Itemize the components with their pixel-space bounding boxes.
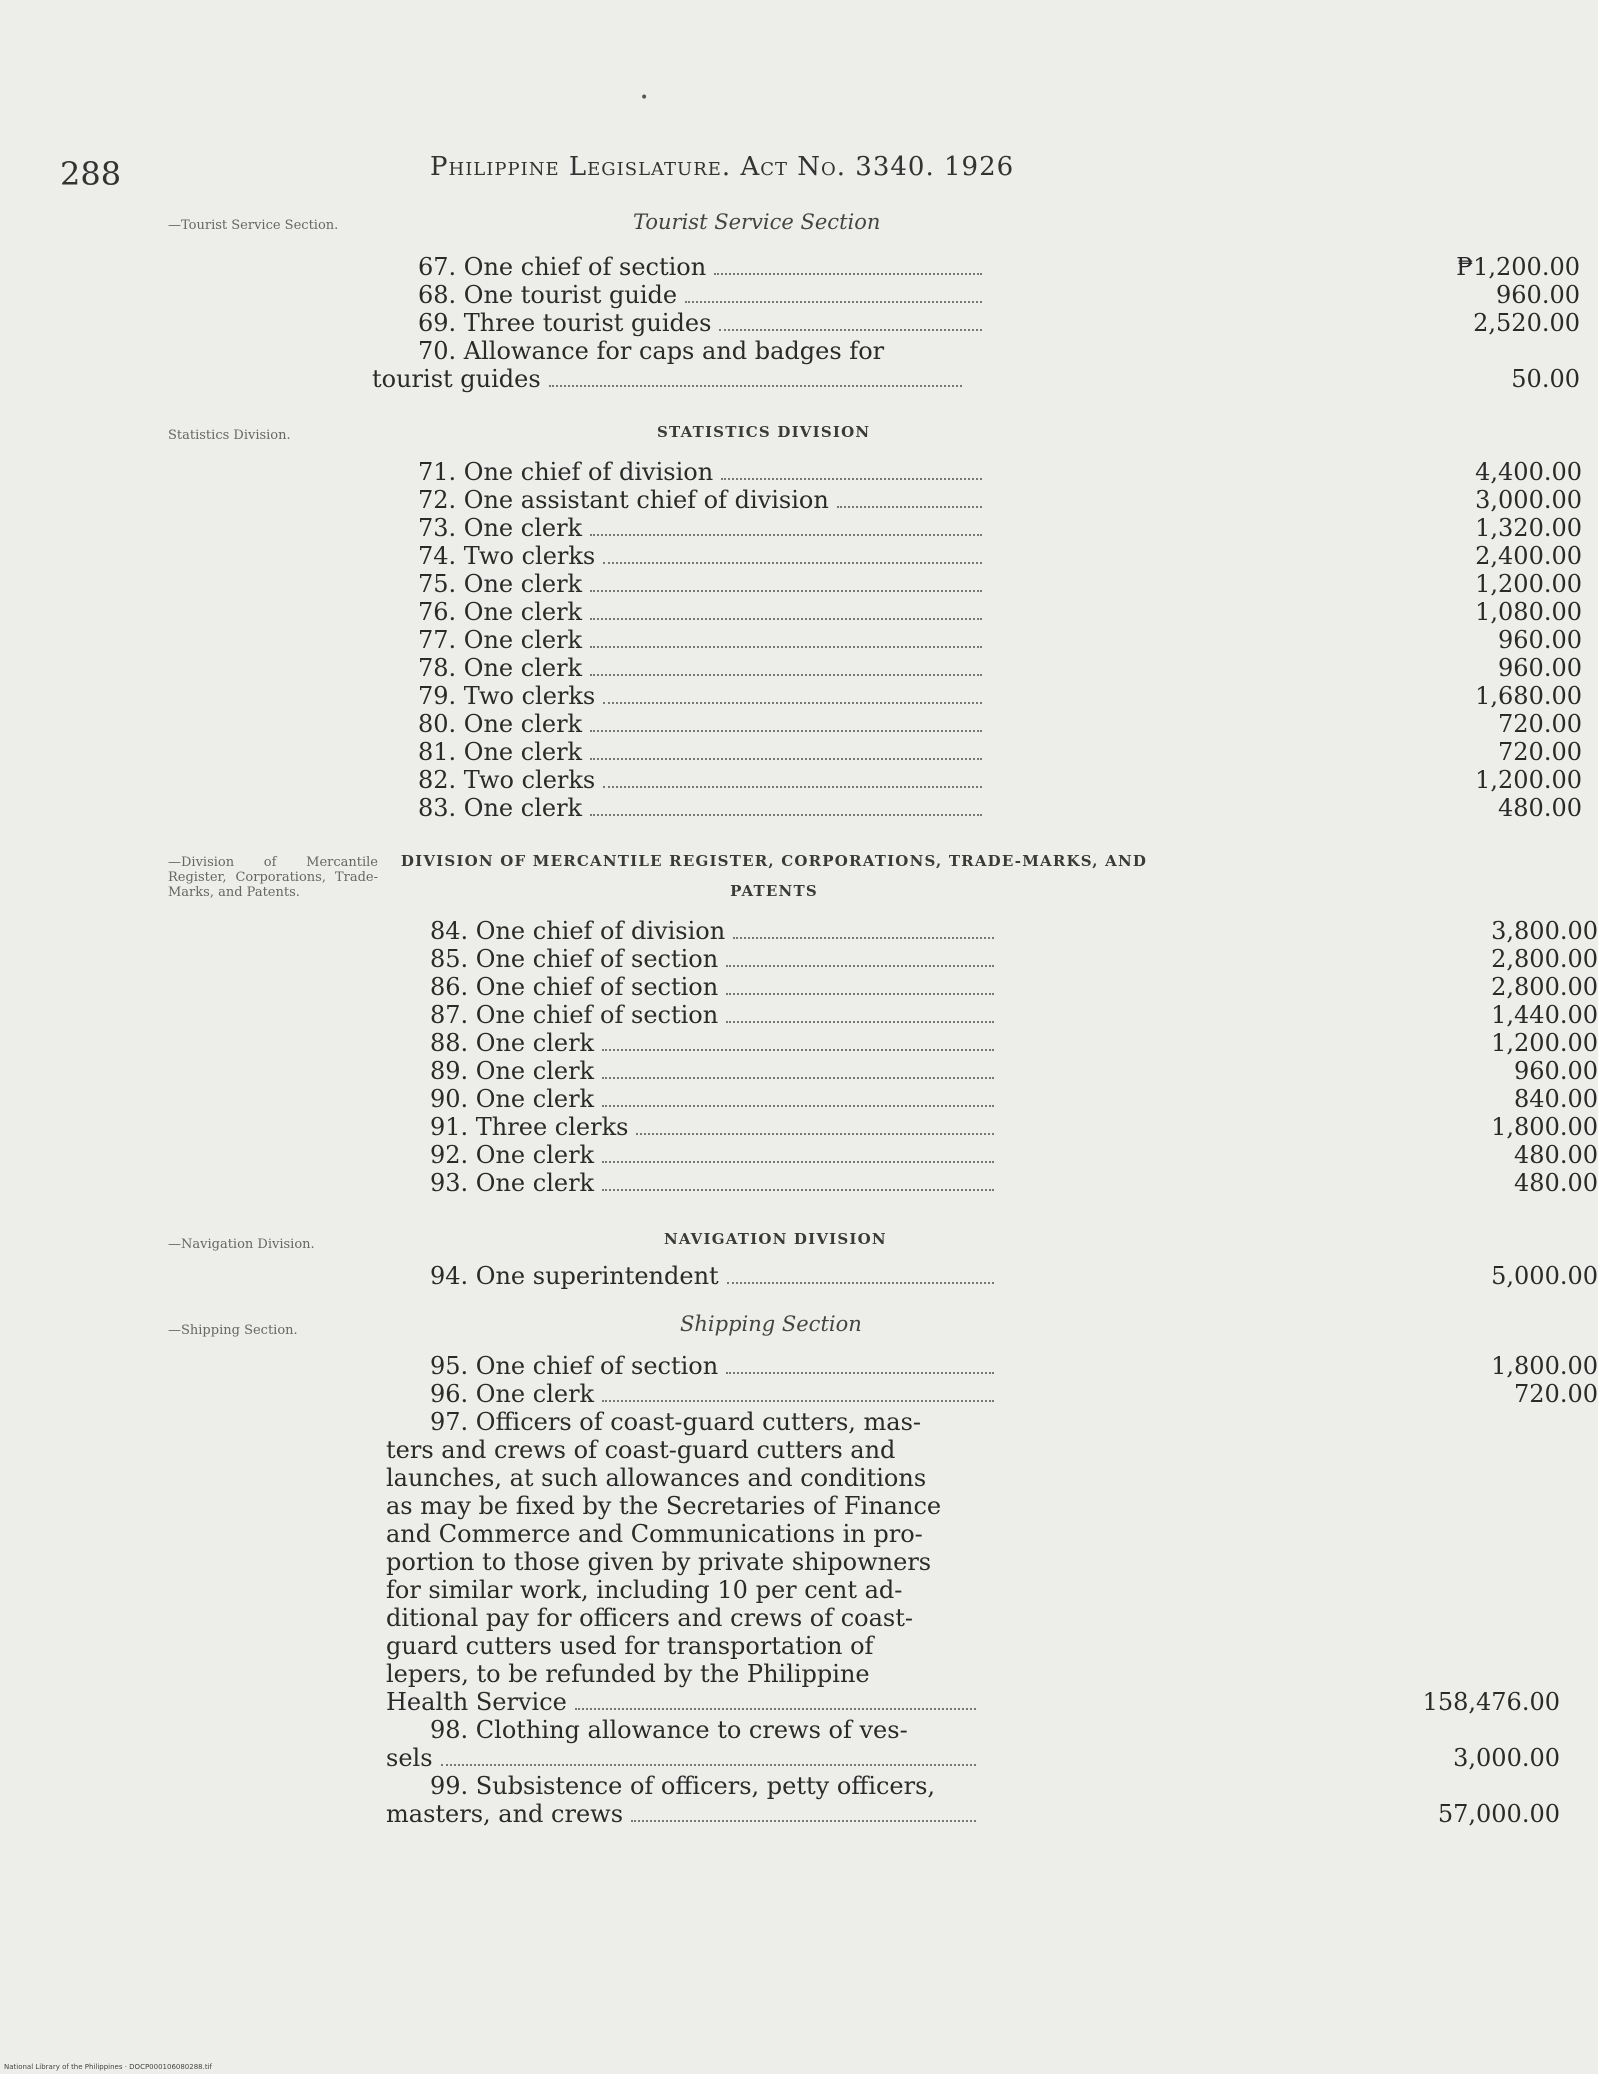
dot-leader	[590, 534, 982, 536]
item-label: 89. One clerk	[430, 1057, 595, 1085]
dot-leader	[602, 1049, 994, 1051]
item-amount: 3,800.00	[1491, 917, 1598, 945]
item-amount: 1,200.00	[1475, 766, 1582, 794]
item-label: 96. One clerk	[430, 1380, 595, 1408]
dot-leader	[603, 702, 982, 704]
item-amount: 1,440.00	[1491, 1001, 1598, 1029]
item-label: 95. One chief of section	[430, 1352, 719, 1380]
item-amount: 2,520.00	[1473, 309, 1580, 337]
scan-footer: National Library of the Philippines · DOCP000106080288.tif	[4, 2063, 213, 2071]
dot-leader	[631, 1820, 976, 1822]
item-amount: 2,400.00	[1475, 542, 1582, 570]
item-label: 84. One chief of division	[430, 917, 726, 945]
item-amount: 1,800.00	[1491, 1113, 1598, 1141]
item-label: 75. One clerk	[418, 570, 583, 598]
item-97-text	[386, 1408, 978, 1688]
item-label: 86. One chief of section	[430, 973, 719, 1001]
item-label: 93. One clerk	[430, 1169, 595, 1197]
item-amount: 1,080.00	[1475, 598, 1582, 626]
item-amount: 3,000.00	[1475, 486, 1582, 514]
item-amount: 2,800.00	[1491, 973, 1598, 1001]
item-label: 92. One clerk	[430, 1141, 595, 1169]
dot-leader	[602, 1077, 994, 1079]
item-amount: 480.00	[1514, 1141, 1598, 1169]
text-line: lepers, to be refunded by the Philippine	[386, 1660, 870, 1688]
heading-shipping: Shipping Section	[680, 1312, 862, 1336]
dot-leader	[590, 730, 982, 732]
item-amount: 4,400.00	[1475, 458, 1582, 486]
dot-leader	[602, 1105, 994, 1107]
item-amount: 480.00	[1498, 794, 1582, 822]
dot-leader	[590, 814, 982, 816]
item-label: tourist guides	[372, 365, 541, 393]
item-amount: 480.00	[1514, 1169, 1598, 1197]
dot-leader	[721, 478, 982, 480]
dot-leader	[719, 329, 982, 331]
item-amount: 158,476.00	[1422, 1688, 1560, 1716]
item-amount: 720.00	[1514, 1380, 1598, 1408]
item-amount: 960.00	[1496, 281, 1580, 309]
item-label: 88. One clerk	[430, 1029, 595, 1057]
item-amount: 1,680.00	[1475, 682, 1582, 710]
text-line: for similar work, including 10 per cent ad-	[386, 1576, 903, 1604]
item-label: 81. One clerk	[418, 738, 583, 766]
item-amount: 720.00	[1498, 710, 1582, 738]
item-label: 85. One chief of section	[430, 945, 719, 973]
dot-leader	[590, 758, 982, 760]
item-amount: 2,800.00	[1491, 945, 1598, 973]
item-label: 69. Three tourist guides	[418, 309, 712, 337]
heading-tourist: Tourist Service Section	[633, 210, 881, 234]
heading-mercantile-line2: PATENTS	[730, 882, 818, 900]
item-label: 67. One chief of section	[418, 253, 707, 281]
item-label: 73. One clerk	[418, 514, 583, 542]
item-amount: 5,000.00	[1491, 1262, 1598, 1290]
dot-leader	[575, 1708, 976, 1710]
item-label: 82. Two clerks	[418, 766, 596, 794]
heading-mercantile-line1: DIVISION OF MERCANTILE REGISTER, CORPORATIONS, TRADE-MARKS, AND	[400, 852, 1148, 870]
item-label: masters, and crews	[386, 1800, 624, 1828]
item-label: 71. One chief of division	[418, 458, 714, 486]
item-label: 70. Allowance for caps and badges for	[418, 337, 885, 365]
dot-leader	[602, 1400, 994, 1402]
margin-note-statistics: Statistics Division.	[168, 428, 291, 443]
text-line: as may be fixed by the Secretaries of Finance	[386, 1492, 942, 1520]
dot-leader	[726, 1372, 994, 1374]
item-label: 76. One clerk	[418, 598, 583, 626]
item-label: 79. Two clerks	[418, 682, 596, 710]
item-label: 87. One chief of section	[430, 1001, 719, 1029]
heading-statistics: STATISTICS DIVISION	[657, 423, 871, 441]
text-line: launches, at such allowances and conditions	[386, 1464, 927, 1492]
page-number: 288	[60, 155, 122, 193]
heading-navigation: NAVIGATION DIVISION	[664, 1230, 887, 1248]
item-label: 68. One tourist guide	[418, 281, 678, 309]
dot-leader	[733, 937, 994, 939]
text-line: and Commerce and Communications in pro-	[386, 1520, 923, 1548]
margin-note-navigation: —Navigation Division.	[168, 1237, 315, 1252]
item-amount: 3,000.00	[1453, 1744, 1560, 1772]
dot-leader	[590, 646, 982, 648]
item-label: 80. One clerk	[418, 710, 583, 738]
dot-leader	[726, 1021, 994, 1023]
dot-leader	[590, 590, 982, 592]
item-amount: 720.00	[1498, 738, 1582, 766]
dot-leader	[602, 1189, 994, 1191]
item-amount: 1,320.00	[1475, 514, 1582, 542]
dot-leader	[727, 1282, 994, 1284]
item-amount: 960.00	[1498, 654, 1582, 682]
item-label: 94. One superintendent	[430, 1262, 719, 1290]
margin-note-mercantile: —Division of Mercantile Register, Corporations, Trade-Marks, and Patents.	[168, 855, 378, 900]
item-amount: ₱1,200.00	[1456, 253, 1580, 281]
item-label: 72. One assistant chief of division	[418, 486, 829, 514]
item-label: 91. Three clerks	[430, 1113, 629, 1141]
text-line: 97. Officers of coast-guard cutters, mas-	[430, 1408, 922, 1436]
item-label: Health Service	[386, 1688, 567, 1716]
item-label: 90. One clerk	[430, 1085, 595, 1113]
item-label: 78. One clerk	[418, 654, 583, 682]
dot-leader	[636, 1133, 994, 1135]
dot-leader	[726, 993, 994, 995]
item-amount: 1,200.00	[1491, 1029, 1598, 1057]
item-label: 77. One clerk	[418, 626, 583, 654]
item-amount: 960.00	[1498, 626, 1582, 654]
item-amount: 50.00	[1511, 365, 1580, 393]
print-mark: •	[640, 90, 649, 106]
item-amount: 960.00	[1514, 1057, 1598, 1085]
item-label: sels	[386, 1744, 433, 1772]
item-amount: 1,800.00	[1491, 1352, 1598, 1380]
dot-leader	[602, 1161, 994, 1163]
margin-note-tourist: —Tourist Service Section.	[168, 218, 339, 233]
running-title: Philippine Legislature. Act No. 3340. 1926	[430, 152, 1015, 182]
dot-leader	[549, 385, 962, 387]
dot-leader	[685, 301, 982, 303]
item-label: 83. One clerk	[418, 794, 583, 822]
dot-leader	[441, 1764, 976, 1766]
item-label: 99. Subsistence of officers, petty officers,	[430, 1772, 936, 1800]
item-amount: 1,200.00	[1475, 570, 1582, 598]
item-amount: 840.00	[1514, 1085, 1598, 1113]
dot-leader	[590, 674, 982, 676]
dot-leader	[837, 506, 982, 508]
dot-leader	[590, 618, 982, 620]
text-line: guard cutters used for transportation of	[386, 1632, 874, 1660]
item-label: 98. Clothing allowance to crews of ves-	[430, 1716, 908, 1744]
dot-leader	[726, 965, 994, 967]
text-line: ters and crews of coast-guard cutters and	[386, 1436, 896, 1464]
text-line: portion to those given by private shipowners	[386, 1548, 932, 1576]
dot-leader	[714, 273, 982, 275]
text-line: ditional pay for officers and crews of coast-	[386, 1604, 914, 1632]
item-label: 74. Two clerks	[418, 542, 596, 570]
dot-leader	[603, 786, 982, 788]
dot-leader	[603, 562, 982, 564]
item-amount: 57,000.00	[1437, 1800, 1560, 1828]
margin-note-shipping: —Shipping Section.	[168, 1323, 298, 1338]
